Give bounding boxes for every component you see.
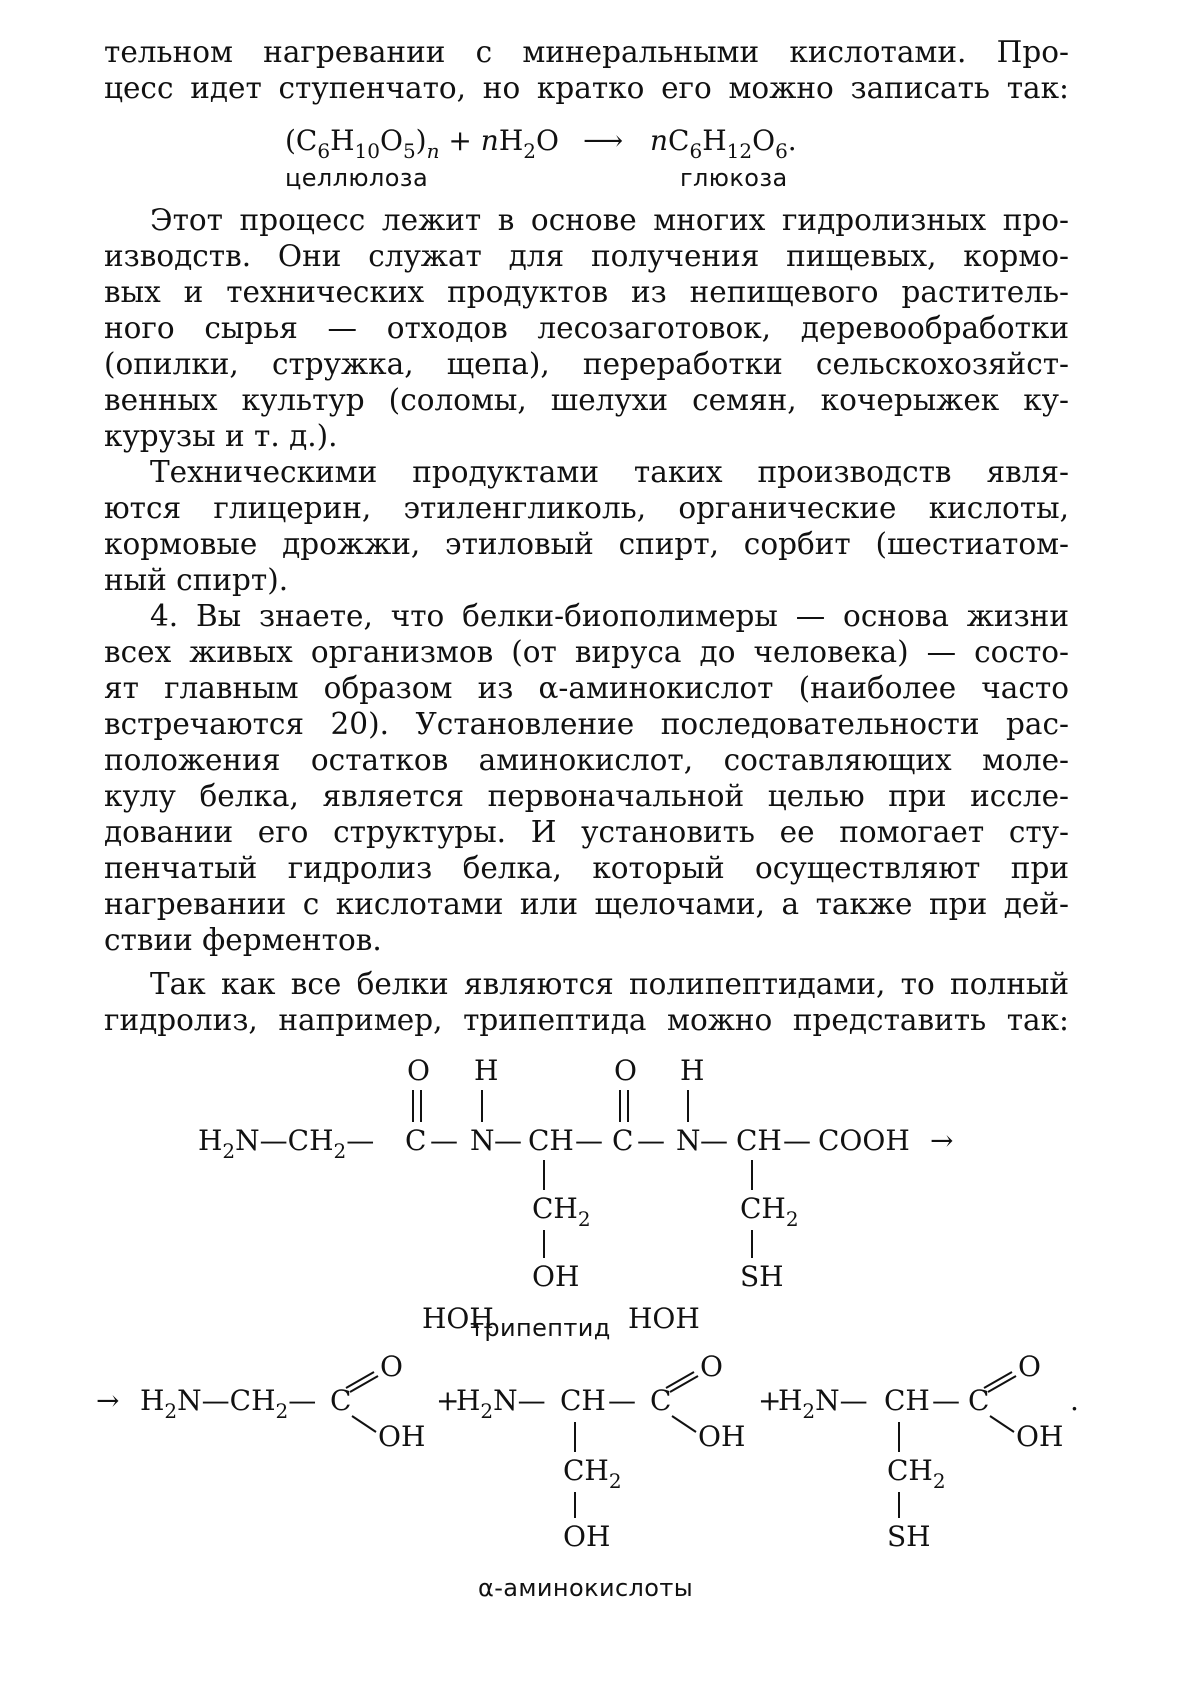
svg-text:CH: CH bbox=[528, 1124, 574, 1157]
svg-text:O: O bbox=[700, 1350, 723, 1383]
svg-text:—: — bbox=[637, 1124, 665, 1157]
svg-text:C: C bbox=[968, 1384, 990, 1417]
cellulose-hydrolysis-equation bbox=[0, 110, 1178, 200]
svg-text:→: → bbox=[96, 1384, 120, 1417]
svg-text:SH: SH bbox=[887, 1520, 931, 1553]
text-line: Этот процесс лежит в основе многих гидролизных про- bbox=[150, 203, 1069, 237]
svg-text:O: O bbox=[407, 1054, 430, 1087]
text-line: ный спирт). bbox=[104, 563, 289, 597]
svg-text:⟶: ⟶ bbox=[583, 124, 624, 157]
text-line: нагревании с кислотами или щелочами, а также при дей- bbox=[104, 887, 1069, 921]
svg-text:OH: OH bbox=[563, 1520, 611, 1553]
svg-text:C: C bbox=[650, 1384, 672, 1417]
svg-text:—: — bbox=[608, 1384, 636, 1417]
text-line: Техническими продуктами таких производств явля- bbox=[150, 455, 1069, 489]
text-line: ствии ферментов. bbox=[104, 923, 382, 957]
svg-text:HOH: HOH bbox=[422, 1302, 494, 1335]
text-line: венных культур (соломы, шелухи семян, кочерыжек ку- bbox=[104, 383, 1069, 417]
svg-text:CH2: $CH_2$ bbox=[740, 1192, 799, 1231]
text-line: положения остатков аминокислот, составляющих моле- bbox=[104, 743, 1069, 777]
amino-acid-products bbox=[0, 1350, 1178, 1610]
svg-text:—: — bbox=[700, 1124, 728, 1157]
text-line: вых и технических продуктов из непищевого раститель- bbox=[104, 275, 1069, 309]
glucose-label: глюкоза bbox=[680, 164, 788, 192]
text-line: ного сырья — отходов лесозаготовок, деревообработки bbox=[104, 311, 1069, 345]
svg-text:+: + bbox=[758, 1384, 782, 1417]
tripeptide-structure bbox=[0, 1040, 1178, 1340]
svg-text:C: C bbox=[405, 1124, 427, 1157]
text-line: пенчатый гидролиз белка, который осуществляют при bbox=[104, 851, 1069, 885]
svg-text:O: O bbox=[1018, 1350, 1041, 1383]
svg-text:H: H bbox=[474, 1054, 499, 1087]
svg-text:H2N—CH2—: $H_2N—CH_2—$ bbox=[198, 1124, 375, 1163]
svg-text:(C6H10O5)n + nH2O: $(C_6H_{10}O_5)_n + nH_2O$ bbox=[285, 124, 559, 163]
svg-text:CH: CH bbox=[736, 1124, 782, 1157]
text-line: цесс идет ступенчато, но кратко его можно записать так: bbox=[104, 71, 1069, 105]
text-line: кулу белка, является первоначальной целью при иссле- bbox=[104, 779, 1069, 813]
svg-text:—: — bbox=[783, 1124, 811, 1157]
svg-text:H2N—: $H_2N—$ bbox=[778, 1384, 868, 1423]
svg-text:CH2: $CH_2$ bbox=[887, 1454, 946, 1493]
svg-text:C: C bbox=[612, 1124, 634, 1157]
svg-text:N: N bbox=[470, 1124, 495, 1157]
svg-text:+: + bbox=[436, 1384, 460, 1417]
text-line: (опилки, стружка, щепа), переработки сельскохозяйст- bbox=[104, 347, 1069, 381]
tripeptide-label: трипептид bbox=[470, 1314, 611, 1342]
text-line: тельном нагревании с минеральными кислотами. Про- bbox=[104, 35, 1069, 69]
text-line: Так как все белки являются полипептидами, то полный bbox=[150, 967, 1069, 1001]
text-line: изводств. Они служат для получения пищевых, кормо- bbox=[104, 239, 1069, 273]
svg-text:—: — bbox=[430, 1124, 458, 1157]
svg-text:→: → bbox=[930, 1124, 954, 1157]
text-line: всех живых организмов (от вируса до человека) — состо- bbox=[104, 635, 1069, 669]
svg-text:CH: CH bbox=[884, 1384, 930, 1417]
svg-text:nC6H12O6.: $nC_6H_{12}O_6$. bbox=[650, 124, 797, 163]
svg-text:—: — bbox=[932, 1384, 960, 1417]
text-line: ются глицерин, этиленгликоль, органические кислоты, bbox=[104, 491, 1069, 525]
svg-text:—: — bbox=[575, 1124, 603, 1157]
svg-text:OH: OH bbox=[1016, 1420, 1064, 1453]
svg-text:CH2: $CH_2$ bbox=[532, 1192, 591, 1231]
text-line: гидролиз, например, трипептида можно представить так: bbox=[104, 1003, 1069, 1037]
svg-text:H: H bbox=[680, 1054, 705, 1087]
text-line: курузы и т. д.). bbox=[104, 419, 338, 453]
text-line: кормовые дрожжи, этиловый спирт, сорбит (шестиатом- bbox=[104, 527, 1069, 561]
svg-text:COOH: COOH bbox=[818, 1124, 910, 1157]
text-line: 4. Вы знаете, что белки-биополимеры — основа жизни bbox=[150, 599, 1069, 633]
cellulose-label: целлюлоза bbox=[285, 164, 429, 192]
svg-text:OH: OH bbox=[378, 1420, 426, 1453]
svg-text:O: O bbox=[380, 1350, 403, 1383]
svg-text:H2N—: $H_2N—$ bbox=[456, 1384, 546, 1423]
svg-text:OH: OH bbox=[698, 1420, 746, 1453]
svg-text:SH: SH bbox=[740, 1260, 784, 1293]
text-line: ят главным образом из α-аминокислот (наиболее часто bbox=[104, 671, 1069, 705]
svg-text:CH: CH bbox=[560, 1384, 606, 1417]
text-line: встречаются 20). Установление последовательности рас- bbox=[104, 707, 1069, 741]
svg-text:HOH: HOH bbox=[628, 1302, 700, 1335]
amino-acids-label: α-аминокислоты bbox=[478, 1574, 694, 1602]
svg-text:H2N—CH2—: $H_2N—CH_2—$ bbox=[140, 1384, 317, 1423]
svg-text:N: N bbox=[676, 1124, 701, 1157]
text-line: довании его структуры. И установить ее помогает сту- bbox=[104, 815, 1069, 849]
svg-text:—: — bbox=[494, 1124, 522, 1157]
svg-text:CH2: $CH_2$ bbox=[563, 1454, 622, 1493]
svg-text:.: . bbox=[1070, 1384, 1079, 1417]
svg-text:C: C bbox=[330, 1384, 352, 1417]
svg-text:O: O bbox=[614, 1054, 637, 1087]
svg-text:OH: OH bbox=[532, 1260, 580, 1293]
